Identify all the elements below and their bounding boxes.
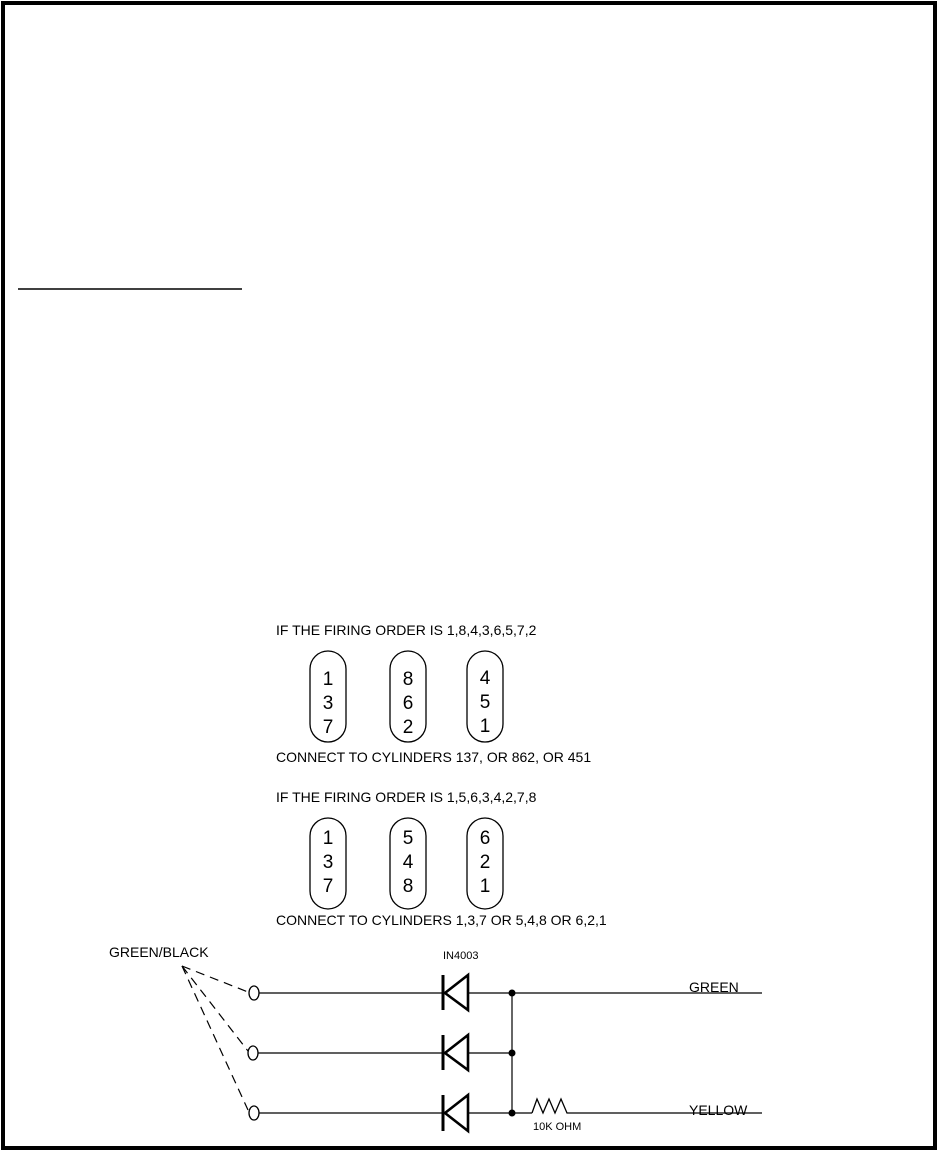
cylinder-number: 1 xyxy=(479,876,491,897)
cylinder-number: 7 xyxy=(322,876,334,897)
cylinder-number: 8 xyxy=(402,876,414,897)
resistor xyxy=(532,1099,571,1113)
diode-circuit xyxy=(109,944,762,1133)
terminal-1 xyxy=(249,986,259,1000)
cylinder-number: 4 xyxy=(479,668,491,689)
cylinder-group-1 xyxy=(310,651,346,742)
cylinder-group-6 xyxy=(467,818,503,909)
output-yellow-label: YELLOW xyxy=(689,1102,748,1118)
junction-dot xyxy=(509,1110,516,1117)
terminal-3 xyxy=(249,1106,259,1120)
cylinder-number: 1 xyxy=(479,716,491,737)
firing-order-1-connect-text: CONNECT TO CYLINDERS 137, OR 862, OR 451 xyxy=(276,749,592,765)
junction-dot xyxy=(509,1050,516,1057)
firing-order-2-connect-text: CONNECT TO CYLINDERS 1,3,7 OR 5,4,8 OR 6,2,1 xyxy=(276,912,607,928)
cylinder-number: 3 xyxy=(322,852,334,873)
input-wire-label: GREEN/BLACK xyxy=(109,944,209,960)
cylinder-group-4 xyxy=(310,818,346,909)
cylinder-group-2 xyxy=(390,651,426,742)
output-green-label: GREEN xyxy=(689,979,739,995)
cylinder-number: 3 xyxy=(322,693,334,714)
cylinder-number: 2 xyxy=(479,852,491,873)
diode-1 xyxy=(443,975,468,1010)
firing-order-2-caption: IF THE FIRING ORDER IS 1,5,6,3,4,2,7,8 xyxy=(276,789,537,805)
cylinder-number: 2 xyxy=(402,717,414,738)
cylinder-number: 6 xyxy=(479,828,491,849)
cylinder-number: 4 xyxy=(402,852,414,873)
cylinder-number: 1 xyxy=(322,669,334,690)
cylinder-number: 7 xyxy=(322,717,334,738)
terminal-2 xyxy=(248,1046,258,1060)
cylinder-number: 1 xyxy=(322,828,334,849)
cylinder-group-3 xyxy=(467,651,503,742)
junction-dot xyxy=(509,990,516,997)
diode-2 xyxy=(443,1035,468,1070)
firing-order-1-caption: IF THE FIRING ORDER IS 1,8,4,3,6,5,7,2 xyxy=(276,622,537,638)
cylinder-number: 5 xyxy=(402,828,414,849)
firing-order-2-section xyxy=(276,789,607,928)
diode-3 xyxy=(443,1095,468,1131)
resistor-label: 10K OHM xyxy=(533,1121,582,1133)
cylinder-number: 5 xyxy=(479,692,491,713)
cylinder-number: 6 xyxy=(402,693,414,714)
firing-order-1-section xyxy=(276,622,591,765)
cylinder-number: 8 xyxy=(402,669,414,690)
cylinder-group-5 xyxy=(390,818,426,909)
diode-part-label: IN4003 xyxy=(443,950,479,962)
